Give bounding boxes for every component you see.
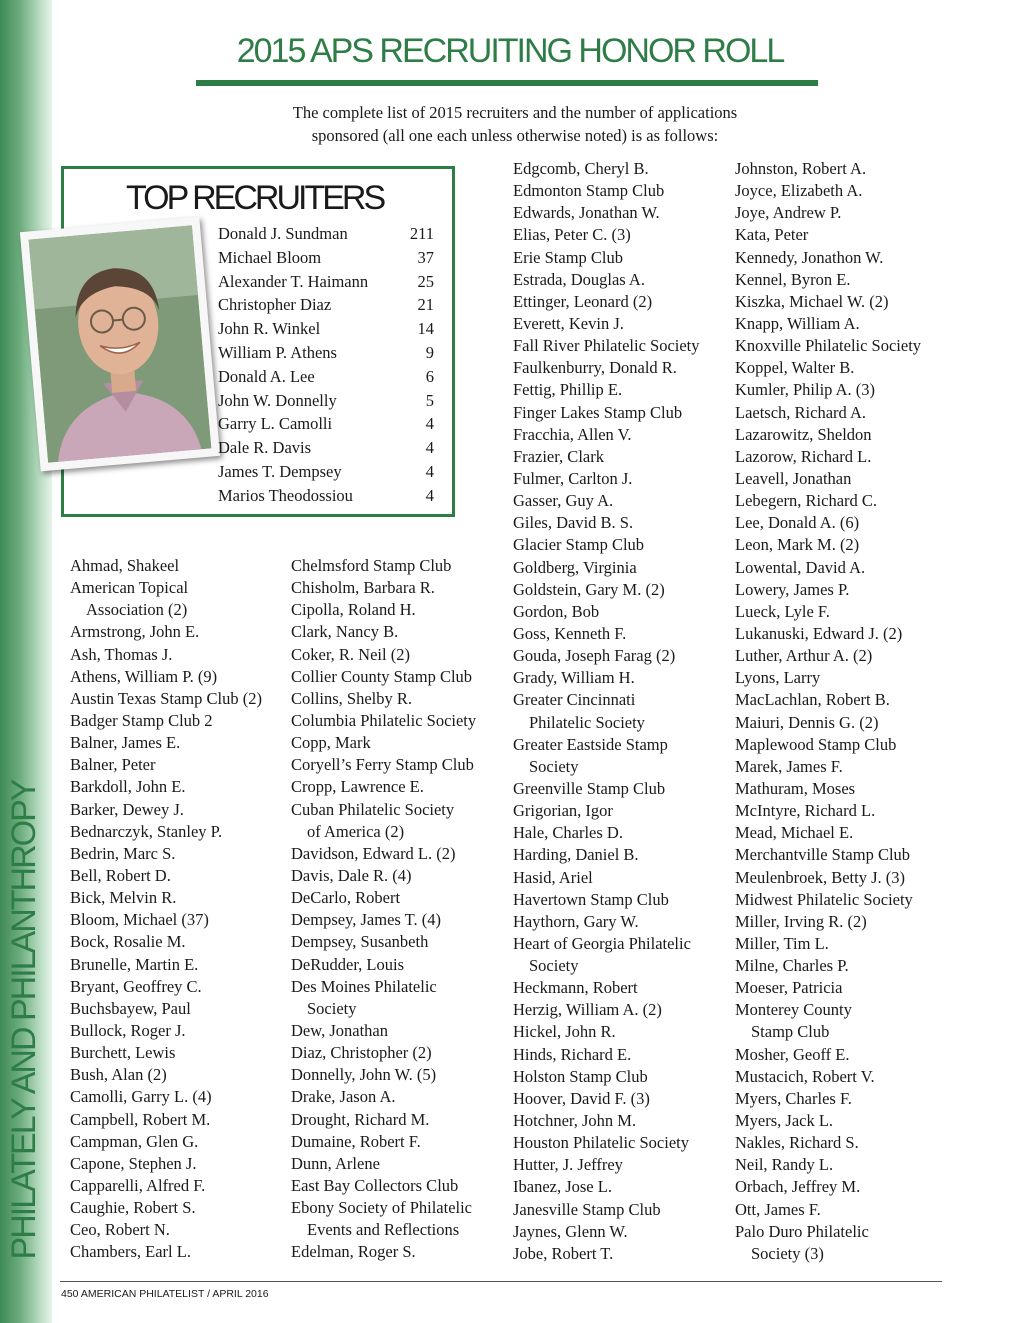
honor-roll-entry: Barkdoll, John E.	[70, 777, 186, 797]
honor-roll-entry: Ceo, Robert N.	[70, 1220, 170, 1240]
honor-roll-entry: Des Moines Philatelic	[291, 976, 437, 996]
honor-roll-entry: Edmonton Stamp Club	[513, 181, 665, 201]
honor-roll-entry: Caughie, Robert S.	[70, 1198, 196, 1218]
honor-roll-entry: Monterey County	[735, 1000, 852, 1020]
top-recruiter-row	[218, 436, 434, 460]
page-title: 2015 APS RECRUITING HONOR ROLL	[236, 32, 784, 70]
honor-roll-entry: Orbach, Jeffrey M.	[735, 1177, 861, 1197]
honor-roll-entry: Hale, Charles D.	[513, 823, 623, 843]
honor-roll-entry: Association (2)	[86, 600, 188, 620]
honor-roll-entry: Camolli, Garry L. (4)	[70, 1087, 212, 1107]
honor-roll-entry: Heckmann, Robert	[513, 978, 638, 998]
recruiter-name: John W. Donnelly	[218, 390, 337, 410]
honor-roll-entry: Hinds, Richard E.	[513, 1044, 632, 1064]
honor-roll-entry: Dempsey, Susanbeth	[291, 932, 429, 952]
top-recruiter-row	[218, 484, 434, 508]
honor-roll-entry: Events and Reflections	[307, 1220, 460, 1240]
recruiter-count: 4	[425, 438, 434, 458]
top-recruiter-row	[218, 389, 434, 413]
page-footer: 450 AMERICAN PHILATELIST / APRIL 2016	[61, 1288, 269, 1300]
honor-roll-entry: Maplewood Stamp Club	[735, 734, 897, 754]
honor-roll-entry: Miller, Tim L.	[735, 933, 829, 953]
honor-roll-entry: Ebony Society of Philatelic	[291, 1198, 473, 1218]
honor-roll-entry: Athens, William P. (9)	[70, 666, 218, 686]
title-underline	[196, 80, 818, 86]
honor-roll-entry: Diaz, Christopher (2)	[291, 1043, 432, 1063]
honor-roll-entry: Myers, Charles F.	[735, 1088, 852, 1108]
honor-roll-entry: Davidson, Edward L. (2)	[291, 843, 456, 863]
honor-roll-entry: Hotchner, John M.	[513, 1111, 637, 1131]
honor-roll-entry: Gordon, Bob	[513, 601, 600, 621]
honor-roll-entry: Mathuram, Moses	[735, 778, 856, 798]
honor-roll-entry: Lazarowitz, Sheldon	[735, 424, 872, 444]
honor-roll-entry: Dempsey, James T. (4)	[291, 910, 441, 930]
honor-roll-entry: Leon, Mark M. (2)	[735, 535, 860, 555]
portrait-illustration	[29, 225, 212, 462]
honor-roll-entry: Drought, Richard M.	[291, 1109, 430, 1129]
honor-roll-entry: Society	[307, 998, 357, 1018]
honor-roll-entry: Knapp, William A.	[735, 313, 860, 333]
footer-rule	[60, 1281, 942, 1282]
honor-roll-entry: Elias, Peter C. (3)	[513, 225, 631, 245]
honor-roll-entry: Haythorn, Gary W.	[513, 911, 639, 931]
honor-roll-entry: Finger Lakes Stamp Club	[513, 402, 683, 422]
honor-roll-entry: Bush, Alan (2)	[70, 1065, 167, 1085]
recruiter-name: John R. Winkel	[218, 319, 321, 339]
honor-roll-entry: Marek, James F.	[735, 756, 843, 776]
honor-roll-entry: Ahmad, Shakeel	[70, 556, 180, 575]
honor-roll-entry: Buchsbayew, Paul	[70, 998, 191, 1018]
recruiter-count: 37	[417, 247, 434, 267]
recruiter-count: 4	[425, 414, 434, 434]
honor-roll-entry: Burchett, Lewis	[70, 1043, 176, 1063]
recruiter-name: James T. Dempsey	[218, 461, 342, 481]
honor-roll-entry: McIntyre, Richard L.	[735, 801, 876, 821]
honor-roll-entry: Palo Duro Philatelic	[735, 1221, 869, 1241]
honor-roll-entry: Barker, Dewey J.	[70, 799, 184, 819]
honor-roll-entry: Capparelli, Alfred F.	[70, 1175, 206, 1195]
top-recruiter-row	[218, 222, 434, 246]
honor-roll-entry: Davis, Dale R. (4)	[291, 865, 412, 885]
honor-roll-entry: Giles, David B. S.	[513, 513, 634, 533]
honor-roll-entry: Mosher, Geoff E.	[735, 1044, 850, 1064]
honor-roll-entry: Hasid, Ariel	[513, 867, 593, 887]
honor-roll-entry: Goldberg, Virginia	[513, 557, 637, 577]
honor-roll-entry: Dunn, Arlene	[291, 1153, 380, 1173]
honor-roll-entry: Bell, Robert D.	[70, 865, 171, 885]
honor-roll-entry: Knoxville Philatelic Society	[735, 336, 922, 356]
honor-roll-entry: Campbell, Robert M.	[70, 1109, 211, 1129]
honor-roll-entry: Ettinger, Leonard (2)	[513, 291, 653, 311]
top-recruiters-title: TOP RECRUITERS	[126, 179, 384, 217]
vertical-section-label	[0, 760, 52, 1270]
honor-roll-entry: Erie Stamp Club	[513, 247, 623, 267]
recruiter-name: Garry L. Camolli	[218, 414, 333, 434]
honor-roll-entry: Lebegern, Richard C.	[735, 491, 878, 511]
honor-roll-entry: Dumaine, Robert F.	[291, 1131, 421, 1151]
recruiter-count: 4	[425, 485, 434, 505]
recruiter-count: 9	[425, 342, 434, 362]
top-recruiter-row	[218, 412, 434, 436]
intro-line-1: The complete list of 2015 recruiters and the number of applications	[292, 103, 738, 122]
honor-roll-entry: Kiszka, Michael W. (2)	[735, 291, 889, 311]
honor-roll-column-2	[291, 555, 506, 1264]
honor-roll-entry: Balner, James E.	[70, 733, 181, 753]
honor-roll-entry: Lowental, David A.	[735, 557, 866, 577]
honor-roll-entry: Greater Eastside Stamp	[513, 734, 668, 754]
honor-roll-entry: Society	[529, 756, 579, 776]
honor-roll-entry: Lukanuski, Edward J. (2)	[735, 623, 903, 643]
honor-roll-entry: Lazorow, Richard L.	[735, 446, 872, 466]
honor-roll-entry: DeCarlo, Robert	[291, 888, 401, 908]
honor-roll-entry: Herzig, William A. (2)	[513, 1000, 662, 1020]
honor-roll-entry: Fracchia, Allen V.	[513, 424, 632, 444]
honor-roll-entry: Midwest Philatelic Society	[735, 889, 913, 909]
honor-roll-entry: Hickel, John R.	[513, 1022, 616, 1042]
honor-roll-column-3	[513, 158, 728, 1265]
honor-roll-entry: Moeser, Patricia	[735, 978, 843, 998]
honor-roll-entry: Society	[529, 956, 579, 976]
honor-roll-entry: Faulkenburry, Donald R.	[513, 358, 677, 378]
honor-roll-entry: Hoover, David F. (3)	[513, 1088, 650, 1108]
top-recruiter-row	[218, 341, 434, 365]
honor-roll-entry: Glacier Stamp Club	[513, 535, 645, 555]
honor-roll-entry: Chambers, Earl L.	[70, 1242, 191, 1262]
honor-roll-entry: Greater Cincinnati	[513, 690, 636, 710]
honor-roll-entry: Society (3)	[751, 1243, 824, 1263]
honor-roll-entry: Kumler, Philip A. (3)	[735, 380, 876, 400]
honor-roll-entry: Nakles, Richard S.	[735, 1133, 859, 1153]
honor-roll-entry: Badger Stamp Club 2	[70, 710, 213, 730]
honor-roll-entry: Cipolla, Roland H.	[291, 600, 416, 620]
honor-roll-entry: Holston Stamp Club	[513, 1066, 648, 1086]
honor-roll-entry: Bedrin, Marc S.	[70, 843, 176, 863]
honor-roll-entry: Copp, Mark	[291, 733, 371, 753]
honor-roll-entry: Fall River Philatelic Society	[513, 336, 700, 356]
honor-roll-entry: Hutter, J. Jeffrey	[513, 1155, 623, 1175]
honor-roll-entry: Lee, Donald A. (6)	[735, 513, 860, 533]
top-recruiter-row	[218, 293, 434, 317]
recruiter-count: 21	[417, 295, 434, 315]
intro-paragraph	[250, 101, 780, 147]
recruiter-count: 25	[417, 271, 434, 291]
honor-roll-entry: Coker, R. Neil (2)	[291, 644, 410, 664]
recruiter-name: Donald A. Lee	[218, 366, 315, 386]
honor-roll-entry: Armstrong, John E.	[70, 622, 200, 642]
honor-roll-entry: Lowery, James P.	[735, 579, 850, 599]
honor-roll-entry: Fulmer, Carlton J.	[513, 468, 633, 488]
honor-roll-entry: Maiuri, Dennis G. (2)	[735, 712, 879, 732]
honor-roll-entry: Chisholm, Barbara R.	[291, 578, 435, 598]
honor-roll-entry: Clark, Nancy B.	[291, 622, 399, 642]
honor-roll-entry: Ibanez, Jose L.	[513, 1177, 612, 1197]
honor-roll-entry: Austin Texas Stamp Club (2)	[70, 688, 262, 708]
intro-line-2: sponsored (all one each unless otherwise noted) is as follows:	[311, 126, 719, 145]
top-recruiters-list	[218, 222, 434, 508]
honor-roll-entry: Kennel, Byron E.	[735, 269, 851, 289]
recruiter-name: Christopher Diaz	[218, 295, 332, 315]
honor-roll-entry: Myers, Jack L.	[735, 1111, 834, 1131]
honor-roll-entry: Goss, Kenneth F.	[513, 623, 627, 643]
top-recruiter-row	[218, 270, 434, 294]
honor-roll-entry: Lyons, Larry	[735, 668, 821, 688]
honor-roll-entry: of America (2)	[307, 821, 405, 841]
top-recruiter-row	[218, 365, 434, 389]
honor-roll-entry: Brunelle, Martin E.	[70, 954, 199, 974]
honor-roll-entry: Estrada, Douglas A.	[513, 269, 645, 289]
honor-roll-entry: Harding, Daniel B.	[513, 845, 639, 865]
honor-roll-entry: Jobe, Robert T.	[513, 1243, 614, 1263]
honor-roll-entry: Campman, Glen G.	[70, 1131, 199, 1151]
recruiter-name: Alexander T. Haimann	[218, 271, 369, 291]
honor-roll-entry: Fettig, Phillip E.	[513, 380, 623, 400]
honor-roll-entry: Kennedy, Jonathon W.	[735, 247, 884, 267]
recruiter-count: 14	[417, 319, 434, 339]
honor-roll-entry: Coryell’s Ferry Stamp Club	[291, 755, 474, 775]
honor-roll-entry: Koppel, Walter B.	[735, 358, 855, 378]
honor-roll-entry: Everett, Kevin J.	[513, 313, 624, 333]
recruiter-count: 4	[425, 461, 434, 481]
honor-roll-entry: Heart of Georgia Philatelic	[513, 933, 691, 953]
top-recruiter-row	[218, 246, 434, 270]
honor-roll-entry: Neil, Randy L.	[735, 1155, 834, 1175]
vertical-section-text: PHILATELY AND PHILANTHROPY	[5, 780, 43, 1260]
honor-roll-entry: Houston Philatelic Society	[513, 1133, 689, 1153]
honor-roll-entry: American Topical	[70, 578, 189, 598]
honor-roll-entry: Mead, Michael E.	[735, 823, 854, 843]
honor-roll-entry: Joyce, Elizabeth A.	[735, 181, 863, 201]
honor-roll-entry: Leavell, Jonathan	[735, 468, 852, 488]
top-recruiter-row	[218, 317, 434, 341]
honor-roll-entry: Luther, Arthur A. (2)	[735, 646, 873, 666]
honor-roll-entry: Janesville Stamp Club	[513, 1199, 661, 1219]
honor-roll-entry: Johnston, Robert A.	[735, 159, 867, 178]
honor-roll-entry: Bednarczyk, Stanley P.	[70, 821, 223, 841]
honor-roll-entry: Bock, Rosalie M.	[70, 932, 186, 952]
recruiter-count: 6	[425, 366, 434, 386]
honor-roll-entry: Milne, Charles P.	[735, 956, 849, 976]
honor-roll-entry: Bullock, Roger J.	[70, 1020, 186, 1040]
honor-roll-entry: Edwards, Jonathan W.	[513, 203, 660, 223]
honor-roll-entry: Goldstein, Gary M. (2)	[513, 579, 665, 599]
honor-roll-entry: Collier County Stamp Club	[291, 666, 473, 686]
honor-roll-entry: Grigorian, Igor	[513, 801, 613, 821]
honor-roll-entry: Joye, Andrew P.	[735, 203, 842, 223]
honor-roll-entry: Chelmsford Stamp Club	[291, 556, 452, 575]
top-recruiter-row	[218, 460, 434, 484]
recruiter-name: Donald J. Sundman	[218, 224, 348, 243]
honor-roll-entry: Frazier, Clark	[513, 446, 604, 466]
honor-roll-entry: Lueck, Lyle F.	[735, 601, 830, 621]
honor-roll-entry: East Bay Collectors Club	[291, 1175, 459, 1195]
honor-roll-entry: Kata, Peter	[735, 225, 809, 245]
honor-roll-entry: Edgcomb, Cheryl B.	[513, 159, 649, 178]
honor-roll-entry: Grady, William H.	[513, 668, 635, 688]
honor-roll-entry: MacLachlan, Robert B.	[735, 690, 890, 710]
portrait-photo-icon	[20, 217, 220, 472]
honor-roll-entry: Balner, Peter	[70, 755, 156, 775]
honor-roll-entry: Miller, Irving R. (2)	[735, 911, 867, 931]
recruiter-name: William P. Athens	[218, 342, 337, 362]
honor-roll-column-1	[70, 555, 285, 1264]
honor-roll-entry: Philatelic Society	[529, 712, 645, 732]
recruiter-name: Michael Bloom	[218, 247, 322, 267]
recruiter-count: 5	[425, 390, 434, 410]
honor-roll-entry: Gasser, Guy A.	[513, 491, 614, 511]
honor-roll-entry: Columbia Philatelic Society	[291, 710, 477, 730]
honor-roll-entry: Mustacich, Robert V.	[735, 1066, 875, 1086]
recruiter-name: Marios Theodossiou	[218, 485, 353, 505]
honor-roll-entry: Ash, Thomas J.	[70, 644, 173, 664]
honor-roll-entry: Havertown Stamp Club	[513, 889, 669, 909]
honor-roll-entry: Capone, Stephen J.	[70, 1153, 197, 1173]
honor-roll-entry: Edelman, Roger S.	[291, 1242, 416, 1262]
honor-roll-entry: Gouda, Joseph Farag (2)	[513, 646, 676, 666]
honor-roll-entry: Bloom, Michael (37)	[70, 910, 209, 930]
honor-roll-entry: Donnelly, John W. (5)	[291, 1065, 437, 1085]
honor-roll-entry: Laetsch, Richard A.	[735, 402, 867, 422]
honor-roll-entry: Meulenbroek, Betty J. (3)	[735, 867, 906, 887]
honor-roll-column-4	[735, 158, 950, 1265]
honor-roll-entry: Drake, Jason A.	[291, 1087, 396, 1107]
honor-roll-entry: Bryant, Geoffrey C.	[70, 976, 202, 996]
honor-roll-entry: Collins, Shelby R.	[291, 688, 413, 708]
honor-roll-entry: Merchantville Stamp Club	[735, 845, 911, 865]
honor-roll-entry: Stamp Club	[751, 1022, 830, 1042]
recruiter-count: 211	[409, 224, 434, 243]
honor-roll-entry: Greenville Stamp Club	[513, 778, 666, 798]
honor-roll-entry: Cuban Philatelic Society	[291, 799, 455, 819]
honor-roll-entry: Cropp, Lawrence E.	[291, 777, 424, 797]
honor-roll-entry: Jaynes, Glenn W.	[513, 1221, 628, 1241]
honor-roll-entry: Ott, James F.	[735, 1199, 821, 1219]
honor-roll-entry: DeRudder, Louis	[291, 954, 404, 974]
honor-roll-entry: Dew, Jonathan	[291, 1020, 388, 1040]
honor-roll-entry: Bick, Melvin R.	[70, 888, 177, 908]
recruiter-name: Dale R. Davis	[218, 438, 312, 458]
